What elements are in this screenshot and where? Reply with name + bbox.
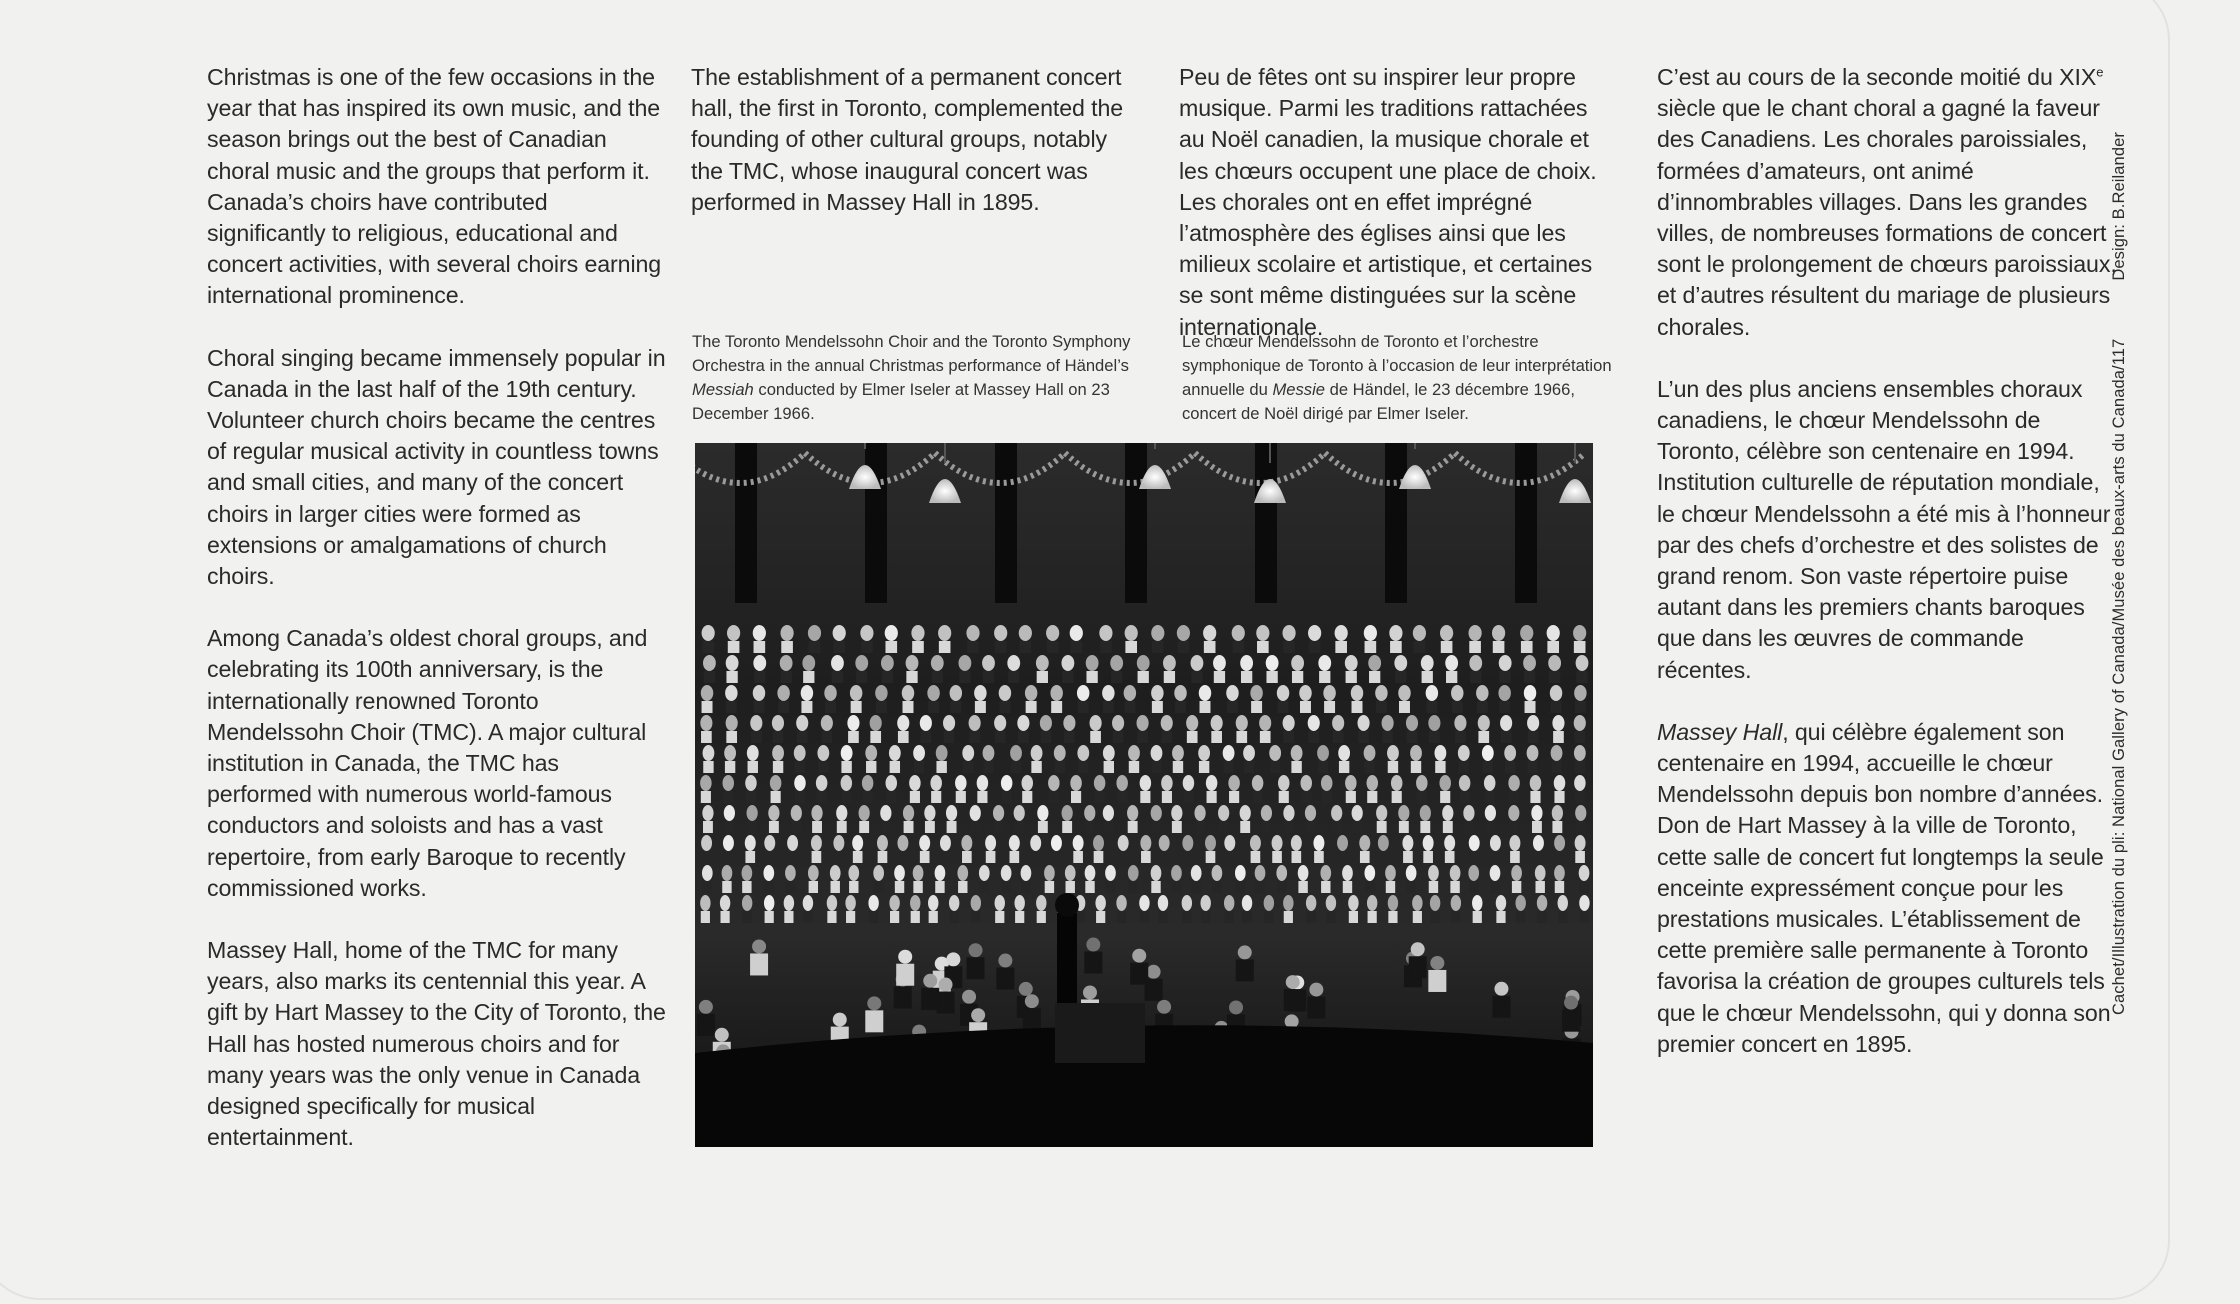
photo-caption-english — [692, 330, 1132, 426]
choir-orchestra-image — [695, 443, 1593, 1147]
french-paragraph-2-end: siècle que le chant choral a gagné la faveur des Canadiens. Les chorales paroissiales, formées d’amateurs, ont animé d’innombrables villages. Dans les grandes villes, de nombreuses formations de concert sont le prolongement de chœurs paroissiaux, et d’autres résultent du mariage de plusieurs chorales. — [1657, 95, 2117, 340]
french-paragraph-2 — [1657, 62, 2117, 343]
english-text-column-2 — [691, 62, 1131, 249]
english-paragraph-3: Among Canada’s oldest choral groups, and celebrating its 100th anniversary, is the internationally renowned Toronto Mendelssohn Choir (TMC). A major cultural institution in Canada, the TMC has performed with numerous world-famous conductors and soloists and has a vast repertoire, from early Baroque to recently commissioned works. — [207, 625, 648, 901]
english-text-column-1 — [207, 62, 667, 1185]
caption-fr-end: de Händel, le 23 décembre 1966, concert de Noël dirigé par Elmer Iseler. — [1182, 380, 1576, 423]
caption-en-end: conducted by Elmer Iseler at Massey Hall on 23 December 1966. — [692, 380, 1110, 423]
french-paragraph-2-start: C’est au cours de la seconde moitié du XIX — [1657, 64, 2097, 90]
caption-fr-messie: Messie — [1272, 380, 1325, 399]
french-paragraph-4 — [1657, 717, 2117, 1060]
photo-caption-french — [1182, 330, 1622, 426]
caption-en-messiah: Messiah — [692, 380, 754, 399]
credit-line — [2110, 132, 2129, 1015]
cachet-credit: Cachet/Illustration du pli: National Gallery of Canada/Musée des beaux-arts du Canada/117 — [2110, 338, 2128, 1015]
superscript-e: e — [2096, 64, 2104, 80]
concert-photograph — [695, 443, 1593, 1147]
french-text-column-2 — [1657, 62, 2117, 1091]
french-paragraph-3: L’un des plus anciens ensembles choraux canadiens, le chœur Mendelssohn de Toronto, célèbre son centenaire en 1994. Institution culturelle de réputation mondiale, le chœur Mendelssohn a été mis à l’honneur par des chefs d’orchestre et des solistes de grand renom. Son vaste répertoire puise autant dans les premiers chants baroques que dans les œuvres de commande récentes. — [1657, 375, 2111, 683]
french-paragraph-1: Peu de fêtes ont su inspirer leur propre musique. Parmi les traditions rattachées au Noël canadien, la musique chorale et les chœurs occupent une place de choix. Les chorales ont en effet imprégné l’atmosphère des églises ainsi que les milieux scolaire et artistique, et certaines se sont même distinguées sur la scène internationale. — [1179, 64, 1597, 340]
design-credit: Design: B.Reilander — [2110, 132, 2128, 281]
english-paragraph-1: Christmas is one of the few occasions in the year that has inspired its own music, and the season brings out the best of Canadian choral music and the groups that perform it. Canada’s choirs have contributed significantly to religious, educational and concert activities, with several choirs earning international prominence. — [207, 64, 662, 309]
french-text-column-1 — [1179, 62, 1619, 374]
english-paragraph-5: The establishment of a permanent concert hall, the first in Toronto, complemented the founding of other cultural groups, notably the TMC, whose inaugural concert was performed in Massey Hall in 1895. — [691, 64, 1124, 215]
english-paragraph-2: Choral singing became immensely popular in Canada in the last half of the 19th century. Volunteer church choirs became the centres of regular musical activity in countless towns and small cities, and many of the concert choirs in larger cities were formed as extensions or amalgamations of church choirs. — [207, 344, 666, 590]
caption-en-start: The Toronto Mendelssohn Choir and the Toronto Symphony Orchestra in the annual Christmas performance of Händel’s — [692, 332, 1131, 375]
massey-hall-title: Massey Hall — [1657, 718, 1783, 745]
caption-fr-start: Le chœur Mendelssohn de Toronto et l’orchestre symphonique de Toronto à l’occasion de leur interprétation annuelle du — [1182, 332, 1612, 399]
english-paragraph-4: Massey Hall, home of the TMC for many years, also marks its centennial this year. A gift by Hart Massey to the City of Toronto, the Hall has hosted numerous choirs and for many years was the only venue in Canada designed specifically for musical entertainment. — [207, 937, 666, 1151]
french-paragraph-4-body: , qui célèbre également son centenaire en 1994, accueille le chœur Mendelssohn depuis bon nombre d’années. Don de Hart Massey à la ville de Toronto, cette salle de concert fut longtemps la seule enceinte expressément conçue pour les prestations musicales. L’établissement de cette première salle permanente à Toronto favorisa la création de groupes culturels tels que le chœur Mendelssohn, qui y donna son premier concert en 1895. — [1657, 718, 2111, 1057]
